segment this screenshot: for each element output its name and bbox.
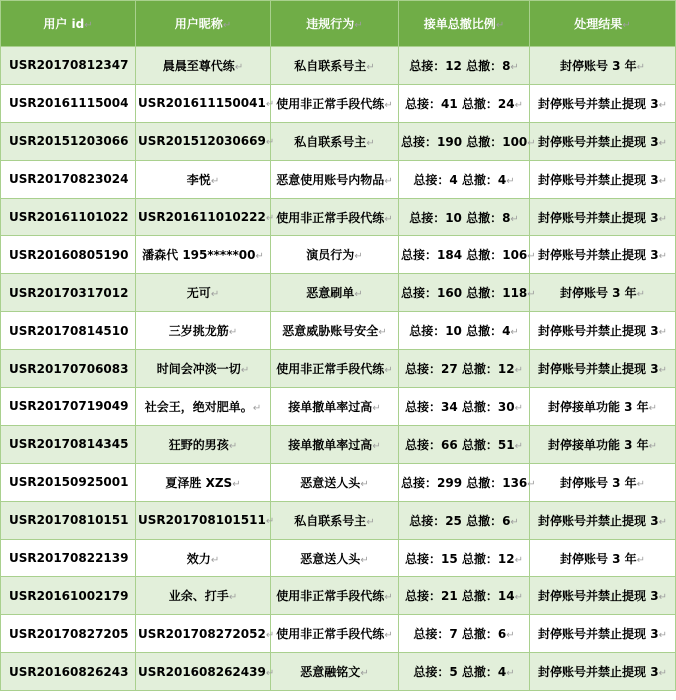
- cell-result: 封停账号并禁止提现 3↵: [530, 236, 676, 274]
- table-row: [1, 539, 676, 577]
- cell-ratio: 总接：4 总撤：4↵: [399, 160, 530, 198]
- cell-result: 封停账号并禁止提现 3↵: [530, 615, 676, 653]
- cell-violation: 演员行为↵: [271, 236, 399, 274]
- table-row: [1, 84, 676, 122]
- table-row: [1, 615, 676, 653]
- header-result: 处理结果↵: [530, 1, 676, 47]
- cell-user-id: USR20170814345: [1, 425, 136, 463]
- cell-result: 封停账号 3 年↵: [530, 539, 676, 577]
- table-row: [1, 388, 676, 426]
- cell-result: 封停接单功能 3 年↵: [530, 425, 676, 463]
- cell-user-id: USR20161101022: [1, 198, 136, 236]
- table-row: [1, 501, 676, 539]
- cell-result: 封停账号 3 年↵: [530, 47, 676, 85]
- cell-nickname: USR201708101511↵: [136, 501, 271, 539]
- table-row: [1, 653, 676, 691]
- cell-nickname: USR201608262439↵: [136, 653, 271, 691]
- cell-ratio: 总接：21 总撤：14↵: [399, 577, 530, 615]
- cell-nickname: 三岁挑龙筋↵: [136, 312, 271, 350]
- cell-violation: 使用非正常手段代练↵: [271, 84, 399, 122]
- table-row: [1, 122, 676, 160]
- header-row: [1, 1, 676, 47]
- cell-ratio: 总接：34 总撤：30↵: [399, 388, 530, 426]
- cell-result: 封停账号并禁止提现 3↵: [530, 198, 676, 236]
- table-row: [1, 47, 676, 85]
- cell-violation: 私自联系号主↵: [271, 122, 399, 160]
- cell-violation: 恶意送人头↵: [271, 463, 399, 501]
- header-nickname: 用户昵称↵: [136, 1, 271, 47]
- cell-result: 封停账号并禁止提现 3↵: [530, 653, 676, 691]
- cell-result: 封停账号并禁止提现 3↵: [530, 501, 676, 539]
- cell-ratio: 总接：25 总撤：6↵: [399, 501, 530, 539]
- cell-ratio: 总接：10 总撤：8↵: [399, 198, 530, 236]
- cell-nickname: USR201611010222↵: [136, 198, 271, 236]
- cell-user-id: USR20161002179: [1, 577, 136, 615]
- cell-ratio: 总接：27 总撤：12↵: [399, 350, 530, 388]
- cell-violation: 私自联系号主↵: [271, 47, 399, 85]
- cell-user-id: USR20170812347: [1, 47, 136, 85]
- cell-user-id: USR20160826243: [1, 653, 136, 691]
- cell-nickname: 社会王，绝对肥单。↵: [136, 388, 271, 426]
- cell-user-id: USR20150925001: [1, 463, 136, 501]
- cell-violation: 恶意送人头↵: [271, 539, 399, 577]
- table-row: [1, 198, 676, 236]
- cell-violation: 接单撤单率过高↵: [271, 388, 399, 426]
- cell-user-id: USR20161115004: [1, 84, 136, 122]
- cell-violation: 私自联系号主↵: [271, 501, 399, 539]
- table-row: [1, 350, 676, 388]
- header-ratio: 接单总撤比例↵: [399, 1, 530, 47]
- cell-user-id: USR20170822139: [1, 539, 136, 577]
- table-row: [1, 425, 676, 463]
- cell-result: 封停账号并禁止提现 3↵: [530, 160, 676, 198]
- header-violation: 违规行为↵: [271, 1, 399, 47]
- cell-ratio: 总接：184 总撤：106↵: [399, 236, 530, 274]
- cell-nickname: 无可↵: [136, 274, 271, 312]
- cell-nickname: 时间会冲淡一切↵: [136, 350, 271, 388]
- cell-result: 封停接单功能 3 年↵: [530, 388, 676, 426]
- cell-ratio: 总接：12 总撤：8↵: [399, 47, 530, 85]
- cell-user-id: USR20170827205: [1, 615, 136, 653]
- cell-ratio: 总接：7 总撤：6↵: [399, 615, 530, 653]
- cell-nickname: 狂野的男孩↵: [136, 425, 271, 463]
- table-row: [1, 160, 676, 198]
- cell-violation: 恶意刷单↵: [271, 274, 399, 312]
- cell-nickname: 李悦↵: [136, 160, 271, 198]
- table-header: [1, 1, 676, 47]
- cell-ratio: 总接：160 总撤：118↵: [399, 274, 530, 312]
- cell-nickname: USR201512030669↵: [136, 122, 271, 160]
- cell-nickname: 潘森代 195*****00↵: [136, 236, 271, 274]
- cell-violation: 使用非正常手段代练↵: [271, 198, 399, 236]
- table-row: [1, 463, 676, 501]
- cell-violation: 使用非正常手段代练↵: [271, 577, 399, 615]
- table-row: [1, 312, 676, 350]
- cell-user-id: USR20170810151: [1, 501, 136, 539]
- header-user-id: 用户 id↵: [1, 1, 136, 47]
- cell-ratio: 总接：66 总撤：51↵: [399, 425, 530, 463]
- table-row: [1, 274, 676, 312]
- cell-result: 封停账号 3 年↵: [530, 274, 676, 312]
- cell-user-id: USR20170317012: [1, 274, 136, 312]
- cell-user-id: USR20170706083: [1, 350, 136, 388]
- cell-result: 封停账号并禁止提现 3↵: [530, 350, 676, 388]
- cell-result: 封停账号 3 年↵: [530, 463, 676, 501]
- cell-user-id: USR20170823024: [1, 160, 136, 198]
- cell-nickname: USR201708272052↵: [136, 615, 271, 653]
- cell-result: 封停账号并禁止提现 3↵: [530, 122, 676, 160]
- cell-nickname: 晨晨至尊代练↵: [136, 47, 271, 85]
- cell-ratio: 总接：41 总撤：24↵: [399, 84, 530, 122]
- cell-result: 封停账号并禁止提现 3↵: [530, 577, 676, 615]
- cell-user-id: USR20160805190: [1, 236, 136, 274]
- cell-ratio: 总接：190 总撤：100↵: [399, 122, 530, 160]
- cell-result: 封停账号并禁止提现 3↵: [530, 84, 676, 122]
- cell-user-id: USR20170719049: [1, 388, 136, 426]
- cell-nickname: 业余、打手↵: [136, 577, 271, 615]
- cell-violation: 使用非正常手段代练↵: [271, 615, 399, 653]
- cell-violation: 恶意威胁账号安全↵: [271, 312, 399, 350]
- cell-nickname: 效力↵: [136, 539, 271, 577]
- table-body: [1, 47, 676, 691]
- cell-nickname: USR201611150041↵: [136, 84, 271, 122]
- cell-ratio: 总接：299 总撤：136↵: [399, 463, 530, 501]
- table-row: [1, 236, 676, 274]
- table-row: [1, 577, 676, 615]
- cell-user-id: USR20151203066: [1, 122, 136, 160]
- cell-ratio: 总接：10 总撤：4↵: [399, 312, 530, 350]
- cell-user-id: USR20170814510: [1, 312, 136, 350]
- cell-violation: 恶意使用账号内物品↵: [271, 160, 399, 198]
- cell-ratio: 总接：5 总撤：4↵: [399, 653, 530, 691]
- cell-ratio: 总接：15 总撤：12↵: [399, 539, 530, 577]
- cell-violation: 恶意融铭文↵: [271, 653, 399, 691]
- cell-violation: 接单撤单率过高↵: [271, 425, 399, 463]
- cell-nickname: 夏泽胜 XZS↵: [136, 463, 271, 501]
- cell-result: 封停账号并禁止提现 3↵: [530, 312, 676, 350]
- cell-violation: 使用非正常手段代练↵: [271, 350, 399, 388]
